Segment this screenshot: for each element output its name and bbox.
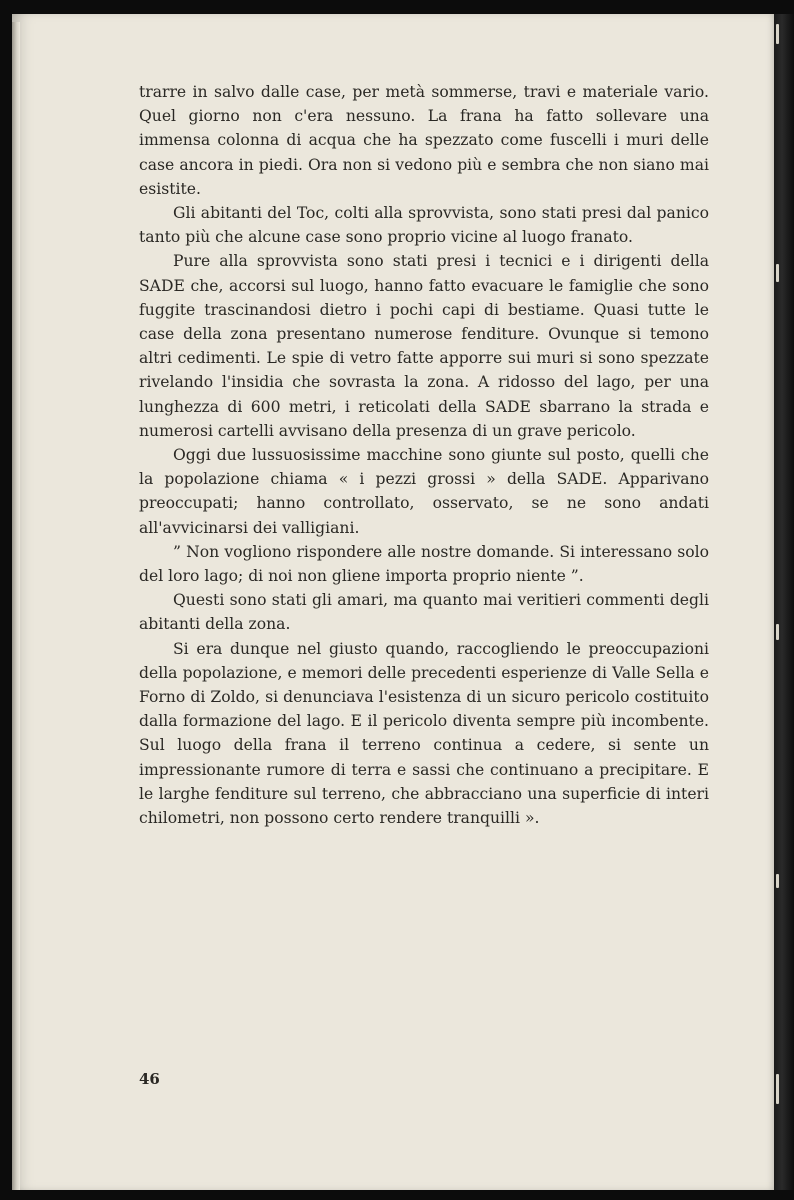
scan-right-edge: [774, 14, 794, 1190]
paragraph: Questi sono stati gli amari, ma quanto mai veritieri commenti degli abitanti della zona.: [139, 591, 709, 634]
edge-mark: [776, 1074, 779, 1104]
page-number: 46: [139, 1070, 160, 1088]
paragraph: Pure alla sprovvista sono stati presi i tecnici e i dirigenti della SADE che, accorsi sul luogo, hanno fatto evacuare le famiglie che sono fuggite trascinandosi dietro i pochi capi di bestiame. Quasi tutte le case della zona presentano numerose fenditure. Ovunque si temono altri cedimenti. Le spie di vetro fatte apporre sui muri si sono spezzate rivelando l'insidia che sovrasta la zona. A ridosso del lago, per una lunghezza di 600 metri, i reticolati della SADE sbarrano la strada e numerosi cartelli avvisano della presenza di un grave pericolo.: [139, 252, 709, 440]
paragraph: ” Non vogliono rispondere alle nostre domande. Si interessano solo del loro lago; di noi non gliene importa proprio niente ”.: [139, 542, 709, 586]
paragraph: Gli abitanti del Toc, colti alla sprovvista, sono stati presi dal panico tanto più che alcune case sono proprio vicine al luogo franato.: [139, 204, 709, 247]
edge-mark: [776, 264, 779, 282]
edge-mark: [776, 874, 779, 888]
paragraph: trarre in salvo dalle case, per metà sommerse, travi e materiale vario. Quel giorno non c'era nessuno. La frana ha fatto sollevare una immensa colonna di acqua che ha spezzato come fuscelli i muri delle case ancora in piedi. Ora non si vedono più e sembra che non siano mai esistite.: [139, 83, 709, 198]
paragraph: Si era dunque nel giusto quando, raccogliendo le preoccupazioni della popolazione, e memori delle precedenti esperienze di Valle Sella e Forno di Zoldo, si denunciava l'esistenza di un sicuro pericolo costituito dalla formazione del lago. E il pericolo diventa sempre più incombente. Sul luogo della frana il terreno continua a cedere, si sente un impressionante rumore di terra e sassi che continuano a precipitare. E le larghe fenditure sul terreno, che abbracciano una superficie di interi chilometri, non possono certo rendere tranquilli ».: [139, 639, 709, 828]
body-text: [139, 80, 709, 830]
edge-mark: [776, 24, 779, 44]
edge-mark: [776, 624, 779, 640]
paragraph: Oggi due lussuosissime macchine sono giunte sul posto, quelli che la popolazione chiama « i pezzi grossi » della SADE. Apparivano preoccupati; hanno controllato, osservato, se ne sono andati all'avvicinarsi dei valligiani.: [139, 446, 709, 537]
page-binding-shadow: [12, 22, 20, 1190]
